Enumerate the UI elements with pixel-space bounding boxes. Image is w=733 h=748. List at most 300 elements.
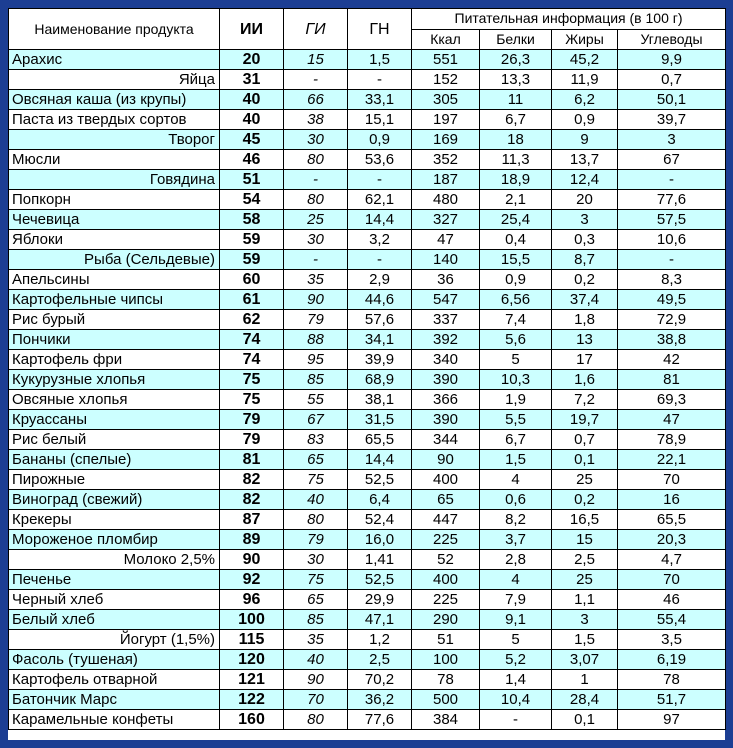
cell-carbs: 81	[618, 370, 726, 390]
cell-name: Кукурузные хлопья	[9, 370, 220, 390]
cell-gn: 68,9	[348, 370, 412, 390]
cell-gi: 88	[284, 330, 348, 350]
cell-fat: 0,2	[552, 490, 618, 510]
cell-kcal: 187	[412, 170, 480, 190]
cell-gn: 1,5	[348, 50, 412, 70]
cell-protein: 3,7	[480, 530, 552, 550]
cell-gn: 6,4	[348, 490, 412, 510]
cell-fat: 17	[552, 350, 618, 370]
cell-name: Печенье	[9, 570, 220, 590]
cell-protein: 10,3	[480, 370, 552, 390]
cell-gn: 3,2	[348, 230, 412, 250]
cell-gi: 79	[284, 530, 348, 550]
cell-ii: 121	[220, 670, 284, 690]
cell-ii: 92	[220, 570, 284, 590]
cell-gn: 31,5	[348, 410, 412, 430]
cell-name: Рыба (Сельдевые)	[9, 250, 220, 270]
cell-name: Овсяные хлопья	[9, 390, 220, 410]
cell-kcal: 140	[412, 250, 480, 270]
cell-protein: 1,4	[480, 670, 552, 690]
cell-fat: 15	[552, 530, 618, 550]
cell-gn: 2,5	[348, 650, 412, 670]
cell-carbs: 77,6	[618, 190, 726, 210]
cell-gn: 47,1	[348, 610, 412, 630]
cell-protein: 10,4	[480, 690, 552, 710]
cell-name: Круассаны	[9, 410, 220, 430]
cell-ii: 81	[220, 450, 284, 470]
cell-name: Попкорн	[9, 190, 220, 210]
cell-protein: 18,9	[480, 170, 552, 190]
cell-gi: 85	[284, 610, 348, 630]
cell-kcal: 366	[412, 390, 480, 410]
cell-gi: 67	[284, 410, 348, 430]
cell-gi: 40	[284, 650, 348, 670]
cell-protein: 2,1	[480, 190, 552, 210]
cell-gi: -	[284, 70, 348, 90]
cell-ii: 74	[220, 330, 284, 350]
table-header	[9, 9, 726, 50]
cell-gn: 1,2	[348, 630, 412, 650]
cell-name: Рис бурый	[9, 310, 220, 330]
cell-kcal: 78	[412, 670, 480, 690]
cell-fat: 1,5	[552, 630, 618, 650]
table-row	[9, 630, 726, 650]
cell-name: Мороженое пломбир	[9, 530, 220, 550]
cell-gi: 25	[284, 210, 348, 230]
cell-fat: 28,4	[552, 690, 618, 710]
cell-gi: 80	[284, 150, 348, 170]
table-frame	[8, 8, 725, 740]
table-row	[9, 230, 726, 250]
cell-fat: 3,07	[552, 650, 618, 670]
cell-carbs: 50,1	[618, 90, 726, 110]
cell-fat: 20	[552, 190, 618, 210]
cell-carbs: 78	[618, 670, 726, 690]
cell-carbs: 69,3	[618, 390, 726, 410]
cell-protein: -	[480, 710, 552, 730]
cell-carbs: 3	[618, 130, 726, 150]
cell-carbs: 67	[618, 150, 726, 170]
cell-gi: 65	[284, 590, 348, 610]
cell-gn: 39,9	[348, 350, 412, 370]
cell-ii: 61	[220, 290, 284, 310]
cell-name: Фасоль (тушеная)	[9, 650, 220, 670]
cell-name: Апельсины	[9, 270, 220, 290]
cell-ii: 20	[220, 50, 284, 70]
table-row	[9, 670, 726, 690]
cell-kcal: 392	[412, 330, 480, 350]
cell-gn: 29,9	[348, 590, 412, 610]
cell-gn: 34,1	[348, 330, 412, 350]
cell-ii: 45	[220, 130, 284, 150]
cell-protein: 2,8	[480, 550, 552, 570]
cell-carbs: 8,3	[618, 270, 726, 290]
table-row	[9, 350, 726, 370]
cell-fat: 19,7	[552, 410, 618, 430]
cell-name: Белый хлеб	[9, 610, 220, 630]
cell-protein: 8,2	[480, 510, 552, 530]
cell-protein: 6,7	[480, 110, 552, 130]
cell-kcal: 547	[412, 290, 480, 310]
table-row	[9, 310, 726, 330]
cell-ii: 62	[220, 310, 284, 330]
cell-protein: 5,2	[480, 650, 552, 670]
cell-gi: 90	[284, 670, 348, 690]
cell-name: Говядина	[9, 170, 220, 190]
cell-gi: 75	[284, 570, 348, 590]
cell-fat: 11,9	[552, 70, 618, 90]
cell-kcal: 340	[412, 350, 480, 370]
cell-fat: 3	[552, 610, 618, 630]
cell-gn: -	[348, 170, 412, 190]
cell-gi: 80	[284, 510, 348, 530]
cell-carbs: -	[618, 170, 726, 190]
cell-ii: 54	[220, 190, 284, 210]
cell-kcal: 400	[412, 570, 480, 590]
cell-carbs: 65,5	[618, 510, 726, 530]
cell-protein: 25,4	[480, 210, 552, 230]
cell-name: Картофель фри	[9, 350, 220, 370]
cell-fat: 37,4	[552, 290, 618, 310]
cell-fat: 8,7	[552, 250, 618, 270]
cell-gi: 40	[284, 490, 348, 510]
cell-kcal: 225	[412, 530, 480, 550]
cell-name: Арахис	[9, 50, 220, 70]
cell-gi: 66	[284, 90, 348, 110]
cell-fat: 0,2	[552, 270, 618, 290]
cell-ii: 75	[220, 370, 284, 390]
cell-gn: 0,9	[348, 130, 412, 150]
cell-carbs: 70	[618, 470, 726, 490]
cell-kcal: 225	[412, 590, 480, 610]
cell-carbs: 70	[618, 570, 726, 590]
cell-carbs: 49,5	[618, 290, 726, 310]
cell-name: Пончики	[9, 330, 220, 350]
table-body	[9, 50, 726, 730]
cell-carbs: 78,9	[618, 430, 726, 450]
header-protein: Белки	[480, 29, 552, 50]
cell-carbs: 97	[618, 710, 726, 730]
cell-ii: 82	[220, 490, 284, 510]
cell-gn: 14,4	[348, 450, 412, 470]
header-kcal: Ккал	[412, 29, 480, 50]
cell-carbs: 20,3	[618, 530, 726, 550]
cell-gn: 53,6	[348, 150, 412, 170]
cell-carbs: 22,1	[618, 450, 726, 470]
cell-ii: 58	[220, 210, 284, 230]
cell-ii: 122	[220, 690, 284, 710]
cell-kcal: 90	[412, 450, 480, 470]
table-row	[9, 210, 726, 230]
table-row	[9, 50, 726, 70]
table-row	[9, 90, 726, 110]
cell-carbs: 57,5	[618, 210, 726, 230]
cell-protein: 9,1	[480, 610, 552, 630]
table-row	[9, 690, 726, 710]
cell-name: Яблоки	[9, 230, 220, 250]
cell-protein: 1,9	[480, 390, 552, 410]
cell-carbs: 6,19	[618, 650, 726, 670]
cell-gi: 70	[284, 690, 348, 710]
cell-kcal: 337	[412, 310, 480, 330]
cell-kcal: 480	[412, 190, 480, 210]
cell-kcal: 65	[412, 490, 480, 510]
cell-kcal: 400	[412, 470, 480, 490]
table-row	[9, 390, 726, 410]
cell-carbs: 9,9	[618, 50, 726, 70]
cell-gn: -	[348, 70, 412, 90]
cell-gi: 15	[284, 50, 348, 70]
cell-fat: 13,7	[552, 150, 618, 170]
cell-kcal: 352	[412, 150, 480, 170]
cell-kcal: 390	[412, 410, 480, 430]
cell-carbs: -	[618, 250, 726, 270]
cell-ii: 160	[220, 710, 284, 730]
cell-fat: 25	[552, 470, 618, 490]
cell-gi: 85	[284, 370, 348, 390]
cell-fat: 0,9	[552, 110, 618, 130]
cell-fat: 45,2	[552, 50, 618, 70]
cell-fat: 16,5	[552, 510, 618, 530]
table-row	[9, 510, 726, 530]
cell-gn: 52,5	[348, 570, 412, 590]
cell-protein: 5	[480, 630, 552, 650]
cell-gn: 44,6	[348, 290, 412, 310]
table-row	[9, 370, 726, 390]
header-product-name: Наименование продукта	[9, 9, 220, 50]
cell-fat: 2,5	[552, 550, 618, 570]
cell-gn: 77,6	[348, 710, 412, 730]
table-row	[9, 710, 726, 730]
cell-gn: 33,1	[348, 90, 412, 110]
cell-carbs: 51,7	[618, 690, 726, 710]
cell-gi: 80	[284, 190, 348, 210]
cell-carbs: 55,4	[618, 610, 726, 630]
cell-fat: 1,6	[552, 370, 618, 390]
cell-ii: 79	[220, 410, 284, 430]
cell-fat: 9	[552, 130, 618, 150]
cell-name: Картофельные чипсы	[9, 290, 220, 310]
cell-kcal: 344	[412, 430, 480, 450]
cell-protein: 5	[480, 350, 552, 370]
cell-carbs: 10,6	[618, 230, 726, 250]
cell-ii: 82	[220, 470, 284, 490]
cell-kcal: 500	[412, 690, 480, 710]
cell-gi: 30	[284, 550, 348, 570]
glycemic-table	[8, 8, 726, 730]
cell-gn: 38,1	[348, 390, 412, 410]
cell-kcal: 152	[412, 70, 480, 90]
cell-carbs: 38,8	[618, 330, 726, 350]
cell-name: Рис белый	[9, 430, 220, 450]
cell-ii: 59	[220, 230, 284, 250]
table-row	[9, 650, 726, 670]
cell-ii: 40	[220, 90, 284, 110]
cell-kcal: 36	[412, 270, 480, 290]
cell-gn: 2,9	[348, 270, 412, 290]
cell-fat: 12,4	[552, 170, 618, 190]
cell-gi: 79	[284, 310, 348, 330]
cell-name: Черный хлеб	[9, 590, 220, 610]
cell-protein: 5,5	[480, 410, 552, 430]
cell-fat: 0,3	[552, 230, 618, 250]
table-row	[9, 130, 726, 150]
table-row	[9, 450, 726, 470]
cell-gi: 65	[284, 450, 348, 470]
table-row	[9, 150, 726, 170]
header-fat: Жиры	[552, 29, 618, 50]
cell-gi: 35	[284, 630, 348, 650]
cell-gi: 95	[284, 350, 348, 370]
header-gn: ГН	[348, 9, 412, 50]
cell-protein: 7,4	[480, 310, 552, 330]
cell-name: Мюсли	[9, 150, 220, 170]
header-gi: ГИ	[284, 9, 348, 50]
cell-gi: 90	[284, 290, 348, 310]
cell-gn: 65,5	[348, 430, 412, 450]
cell-protein: 6,7	[480, 430, 552, 450]
cell-carbs: 39,7	[618, 110, 726, 130]
cell-name: Пирожные	[9, 470, 220, 490]
cell-kcal: 197	[412, 110, 480, 130]
cell-name: Картофель отварной	[9, 670, 220, 690]
table-row	[9, 110, 726, 130]
cell-name: Творог	[9, 130, 220, 150]
cell-gi: 80	[284, 710, 348, 730]
cell-gi: -	[284, 170, 348, 190]
cell-fat: 7,2	[552, 390, 618, 410]
cell-ii: 120	[220, 650, 284, 670]
cell-protein: 11,3	[480, 150, 552, 170]
table-row	[9, 530, 726, 550]
cell-ii: 79	[220, 430, 284, 450]
cell-ii: 90	[220, 550, 284, 570]
cell-gn: -	[348, 250, 412, 270]
cell-ii: 59	[220, 250, 284, 270]
cell-kcal: 51	[412, 630, 480, 650]
cell-kcal: 305	[412, 90, 480, 110]
table-row	[9, 470, 726, 490]
cell-ii: 87	[220, 510, 284, 530]
cell-name: Йогурт (1,5%)	[9, 630, 220, 650]
cell-gn: 52,4	[348, 510, 412, 530]
table-row	[9, 330, 726, 350]
cell-protein: 0,9	[480, 270, 552, 290]
cell-gi: -	[284, 250, 348, 270]
cell-kcal: 551	[412, 50, 480, 70]
cell-gn: 15,1	[348, 110, 412, 130]
cell-ii: 115	[220, 630, 284, 650]
cell-protein: 26,3	[480, 50, 552, 70]
table-row	[9, 170, 726, 190]
cell-ii: 40	[220, 110, 284, 130]
cell-gi: 30	[284, 230, 348, 250]
cell-fat: 1,1	[552, 590, 618, 610]
cell-protein: 4	[480, 570, 552, 590]
table-row	[9, 570, 726, 590]
cell-ii: 89	[220, 530, 284, 550]
cell-carbs: 72,9	[618, 310, 726, 330]
cell-fat: 6,2	[552, 90, 618, 110]
table-row	[9, 490, 726, 510]
cell-protein: 0,4	[480, 230, 552, 250]
cell-protein: 7,9	[480, 590, 552, 610]
table-row	[9, 550, 726, 570]
table-row	[9, 610, 726, 630]
cell-kcal: 100	[412, 650, 480, 670]
cell-gi: 75	[284, 470, 348, 490]
cell-gn: 14,4	[348, 210, 412, 230]
cell-name: Бананы (спелые)	[9, 450, 220, 470]
cell-ii: 96	[220, 590, 284, 610]
cell-kcal: 390	[412, 370, 480, 390]
cell-kcal: 52	[412, 550, 480, 570]
cell-fat: 0,1	[552, 450, 618, 470]
header-carbs: Углеводы	[618, 29, 726, 50]
cell-ii: 60	[220, 270, 284, 290]
table-row	[9, 430, 726, 450]
cell-gn: 1,41	[348, 550, 412, 570]
cell-gi: 83	[284, 430, 348, 450]
cell-protein: 6,56	[480, 290, 552, 310]
cell-kcal: 384	[412, 710, 480, 730]
cell-carbs: 47	[618, 410, 726, 430]
cell-protein: 1,5	[480, 450, 552, 470]
table-row	[9, 290, 726, 310]
cell-fat: 25	[552, 570, 618, 590]
cell-kcal: 169	[412, 130, 480, 150]
cell-gn: 62,1	[348, 190, 412, 210]
cell-ii: 51	[220, 170, 284, 190]
cell-name: Чечевица	[9, 210, 220, 230]
header-nutrition: Питательная информация (в 100 г)	[412, 9, 726, 30]
table-row	[9, 270, 726, 290]
cell-name: Батончик Марс	[9, 690, 220, 710]
cell-gi: 30	[284, 130, 348, 150]
cell-kcal: 290	[412, 610, 480, 630]
cell-gi: 35	[284, 270, 348, 290]
cell-name: Овсяная каша (из крупы)	[9, 90, 220, 110]
cell-kcal: 47	[412, 230, 480, 250]
header-ii: ИИ	[220, 9, 284, 50]
cell-gn: 70,2	[348, 670, 412, 690]
cell-gn: 36,2	[348, 690, 412, 710]
cell-protein: 15,5	[480, 250, 552, 270]
cell-ii: 100	[220, 610, 284, 630]
cell-protein: 5,6	[480, 330, 552, 350]
cell-carbs: 16	[618, 490, 726, 510]
cell-fat: 1	[552, 670, 618, 690]
cell-fat: 0,1	[552, 710, 618, 730]
cell-gi: 55	[284, 390, 348, 410]
cell-protein: 13,3	[480, 70, 552, 90]
cell-name: Крекеры	[9, 510, 220, 530]
cell-name: Яйца	[9, 70, 220, 90]
cell-name: Молоко 2,5%	[9, 550, 220, 570]
cell-carbs: 4,7	[618, 550, 726, 570]
cell-gn: 16,0	[348, 530, 412, 550]
cell-protein: 4	[480, 470, 552, 490]
table-row	[9, 590, 726, 610]
table-row	[9, 250, 726, 270]
cell-protein: 11	[480, 90, 552, 110]
cell-fat: 3	[552, 210, 618, 230]
cell-name: Карамельные конфеты	[9, 710, 220, 730]
cell-carbs: 3,5	[618, 630, 726, 650]
cell-ii: 31	[220, 70, 284, 90]
cell-gi: 38	[284, 110, 348, 130]
table-row	[9, 410, 726, 430]
